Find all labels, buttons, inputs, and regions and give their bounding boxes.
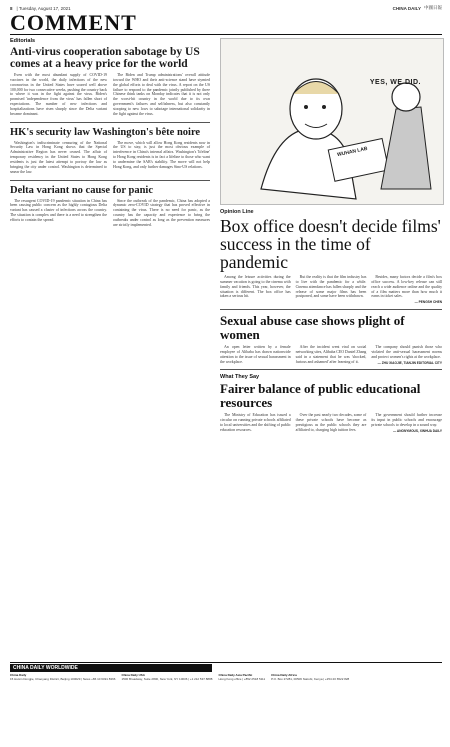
footer-col1-body: 15 Huixin Dongjie, Chaoyang District, Beijing 100029 | News +86 10 6491 8366: [10, 676, 116, 681]
lead-editorial-body: [10, 73, 210, 118]
opinion-main-col1: Among the leisure activities during the summer vacation is going to the cinema with family and friends. This year, however, the situation is different. The box office has taken a serious hit.: [220, 275, 291, 299]
opinion-third-headline: Fairer balance of public educational resources: [220, 381, 421, 411]
lead-editorial-headline: Anti-virus cooperation sabotage by US comes at a heavy price for the world: [10, 46, 200, 70]
footer-col1-title: China Daily: [10, 673, 27, 677]
issue-date: | Tuesday, August 17, 2021: [16, 5, 71, 11]
editorials-label: Editorials: [10, 38, 36, 44]
editorials-column: [10, 38, 210, 229]
footer-col3-title: China Daily Asia Pacific: [218, 673, 253, 677]
opinion-column: [220, 38, 442, 434]
paper-name: CHINA DAILY: [392, 5, 421, 11]
third-editorial-col2: Since the outbreak of the pandemic, China has adopted a dynamic zero-COVID strategy that has proved effective in containing the virus. There is no need for panic, as the country has the capacity and experience to bring the outbreaks under control as long as the prevention measures are strictly implemented.: [113, 198, 210, 227]
lead-editorial-col2: The Biden and Trump administrations' overall attitude toward the WHO and their anti-science stand have stymied the global efforts to deal with the virus. A report on the US failure to respond to the pandemic jointly published by three Chinese think tanks on Monday indicates that it is not only the worst-hit country in the world due to its own government's failures and selfishness, but also constantly stooping to new lows to sabotage international solidarity in the fight against the virus.: [113, 73, 210, 116]
opinion-line-label: Opinion Line: [220, 209, 254, 215]
second-editorial-body: [10, 141, 210, 176]
lead-editorial-col1: Even with the most abundant supply of COVID-19 vaccines in the world, the daily infections of the new coronavirus in the United States have soared well above 100,000 for two consecutive weeks, pushing the country back to where it was in the fight against the virus. Biden's promised 'independence from the virus' has fallen short of expectations. The number of new infections and hospitalizations have risen sharply since the Delta variant became dominant.: [10, 73, 107, 116]
footer-col2-body: 1500 Broadway, Suite 2800, New York, NY 10036 | +1 212 537 8888: [121, 676, 213, 681]
opinion-second-col1: An open letter written by a female employee of Alibaba has drawn nationwide attention to the issue of sexual harassment in the workplace.: [220, 345, 291, 364]
divider: [10, 180, 210, 181]
footer-col3-body: Hong Kong office | +852 2518 5111: [218, 676, 266, 681]
opinion-third-byline: — ANONYMOUS, XINHUA DAILY: [392, 428, 443, 433]
what-they-say-label: What They Say: [220, 374, 260, 381]
footer-bar: CHINA DAILY WORLDWIDE: [10, 664, 212, 672]
opinion-third-col3: The government should further increase its input in public schools and encourage private schools to develop in a sound way.: [371, 413, 443, 428]
second-editorial-col2: The move, which will allow Hong Kong residents now in the US to stay, is just the most obvious example of interference in China's internal affairs. Washington's 'lifeline' to Hong Kong residents is in fact a lifeline to those who want to undermine the SAR's stability. The move will not help Hong Kong, and only further damages Sino-US relations.: [113, 140, 210, 169]
third-editorial-col1: The resurgent COVID-19 pandemic situation in China has been causing public concern as the highly contagious Delta variant has caused a cluster of infections across the country. The situation is complex and there is a need to strengthen the efforts to contain the spread.: [10, 198, 107, 222]
opinion-third-col2: Over the past nearly two decades, some of these private schools have become as prestigious as the public schools they are affiliated to, charging high tuition fees.: [295, 413, 367, 432]
divider: [220, 369, 442, 370]
opinion-second-col3: The company should punish those who violated the anti-sexual harassment norms and protect women's rights at the workplace.: [371, 345, 443, 359]
footer-contacts: [10, 674, 442, 682]
footer-col2-title: China Daily USA: [121, 673, 145, 677]
opinion-third-col1: The Ministry of Education has issued a circular on running private schools affiliated to local universities and the shifting of public education resources.: [220, 413, 291, 432]
cartoon-caption: YES, WE DID.: [369, 79, 421, 86]
opinion-third-body: [220, 413, 442, 433]
third-editorial-headline: Delta variant no cause for panic: [10, 184, 154, 196]
opinion-second-body: [220, 345, 442, 365]
second-editorial-col1: Washington's indiscriminate censuring of the National Security Law in Hong Kong shows that the Special Administrative Region has never ceased. The affair of temporary residency in the United States to Hong Kong residents is just the latest attempt to portray the law as bringing the city under control. Washington is determined to smear the law.: [10, 140, 107, 174]
page-footer: [10, 662, 442, 682]
page-number: 8: [10, 5, 13, 11]
editorial-cartoon: [220, 38, 444, 205]
opinion-second-byline: — ZHU XIAOJIE, TIANJIN EDITORIAL CITY: [377, 360, 443, 365]
opinion-main-col2: But the reality is that the film industry has to live with the pandemic for a while. Cinema attendance has fallen sharply and the release of some major films has been postponed, and some have been withdrawn.: [295, 275, 367, 299]
divider: [220, 309, 442, 310]
opinion-main-headline: Box office doesn't decide films' success in the time of pandemic: [220, 216, 441, 272]
third-editorial-body: [10, 199, 210, 229]
cartoon-sign-text: WUHAN LAB: [336, 145, 369, 159]
paper-name-cn: 中國日報: [424, 5, 442, 10]
section-title: COMMENT: [10, 10, 137, 35]
opinion-main-byline: — PENGSH CHEN: [414, 300, 443, 305]
cartoon-illustration: [221, 39, 443, 204]
opinion-second-headline: Sexual abuse case shows plight of women: [220, 313, 405, 343]
opinion-main-col3: Besides, many factors decide a film's box office success. A low-key release can still reach a wide audience online and the quality of a film matters more than how much it earns in ticket sales.: [371, 275, 443, 299]
section-masthead: [10, 12, 442, 35]
footer-col4-body: P.O. Box 27281, 00506 Nairobi, Kenya | +254 20 6522 828: [271, 676, 350, 681]
opinion-second-col2: After the incident went viral on social networking sites, Alibaba CEO Daniel Zhang said in a statement that he was 'shocked, furious and ashamed' after learning of it.: [295, 345, 367, 364]
second-editorial-headline: HK's security law Washington's bête noire: [10, 126, 201, 138]
opinion-main-body: [220, 275, 442, 305]
footer-col4-title: China Daily Africa: [271, 673, 297, 677]
divider: [10, 122, 210, 123]
